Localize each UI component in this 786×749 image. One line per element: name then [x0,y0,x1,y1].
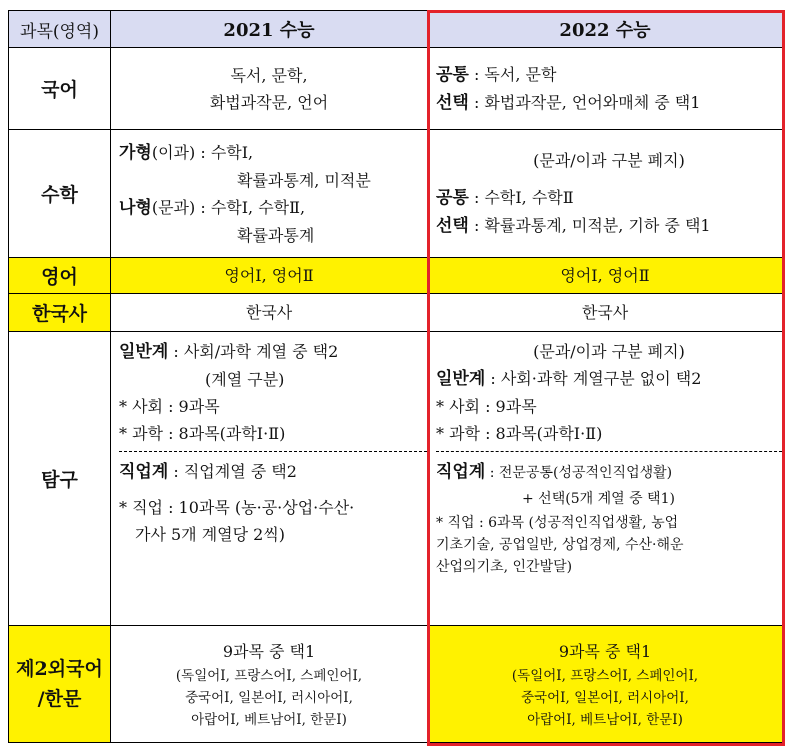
math-2021-na-2: 확률과통계 [237,225,315,245]
inquiry-2022-voc: 직업계 : 전문공통(성공적인직업생활) [436,462,673,482]
inquiry-2022-social: * 사회 : 9과목 [436,397,537,416]
foreign-2022-line1: 9과목 중 택1 [558,641,652,661]
foreign-2021 [111,626,428,743]
inquiry-2022-voc-detail3: 산업의기초, 인간발달) [436,559,573,575]
inquiry-2022-voc-detail2: 기초기술, 공업일반, 상업경제, 수산·해운 [436,537,684,553]
math-2022-note: (문과/이과 구분 폐지) [533,151,685,170]
foreign-2021-line2: (독일어Ⅰ, 프랑스어Ⅰ, 스페인어Ⅰ, [175,667,363,684]
foreign-2021-line4: 아랍어Ⅰ, 베트남어Ⅰ, 한문Ⅰ) [191,711,347,728]
korean-2021-line2: 화법과작문, 언어 [209,92,329,112]
inquiry-2022-science: * 과학 : 8과목(과학Ⅰ·Ⅱ) [436,424,603,443]
foreign-2022-line4: 아랍어Ⅰ, 베트남어Ⅰ, 한문Ⅰ) [527,711,683,728]
inquiry-2022-general: 일반계 : 사회·과학 계열구분 없이 택2 [436,369,702,389]
history-2021: 한국사 [111,294,428,332]
inquiry-2022-note: (문과/이과 구분 폐지) [533,342,685,361]
english-2022: 영어Ⅰ, 영어Ⅱ [428,258,783,294]
header-2021: 2021 수능 [111,11,428,48]
comparison-table [8,10,783,743]
korean-2021-line1: 독서, 문학, [230,65,308,85]
math-2021-ga: 가형(이과) : 수학Ⅰ, [119,142,254,163]
row-history [9,294,783,332]
math-2022-select: 선택 : 확률과통계, 미적분, 기하 중 택1 [436,216,711,236]
header-subject: 과목(영역) [9,11,111,48]
korean-2021 [111,48,428,130]
inquiry-2022 [428,332,783,626]
inquiry-2021-voc-detail2: 가사 5개 계열당 2씩) [135,525,286,544]
foreign-2022-line3: 중국어Ⅰ, 일본어Ⅰ, 러시아어Ⅰ, [521,689,689,706]
korean-2022-select: 선택 : 화법과작문, 언어와매체 중 택1 [436,92,701,113]
row-inquiry [9,332,783,626]
subject-english: 영어 [9,258,111,294]
inquiry-2021-voc-detail1: * 직업 : 10과목 (농·공·상업·수산· [119,498,355,517]
inquiry-2021 [111,332,428,626]
row-math [9,130,783,258]
inquiry-2022-voc-2: + 선택(5개 계열 중 택1) [522,491,675,507]
divider [436,451,782,452]
math-2021-na: 나형(문과) : 수학Ⅰ, 수학Ⅱ, [119,197,306,218]
english-2021: 영어Ⅰ, 영어Ⅱ [111,258,428,294]
korean-2022 [428,48,783,130]
subject-math: 수학 [9,130,111,258]
math-2021-ga-2: 확률과통계, 미적분 [237,170,371,190]
history-2022: 한국사 [428,294,783,332]
foreign-2022-line2: (독일어Ⅰ, 프랑스어Ⅰ, 스페인어Ⅰ, [511,667,699,684]
header-2022: 2022 수능 [428,11,783,48]
korean-2022-common: 공통 : 독서, 문학 [436,64,557,85]
divider [119,451,427,452]
subject-korean: 국어 [9,48,111,130]
math-2022 [428,130,783,258]
foreign-2022 [428,626,783,743]
row-foreign [9,626,783,743]
math-2022-common: 공통 : 수학Ⅰ, 수학Ⅱ [436,188,574,208]
inquiry-2021-science: * 과학 : 8과목(과학Ⅰ·Ⅱ) [119,424,286,443]
foreign-2021-line1: 9과목 중 택1 [222,641,316,661]
math-2021 [111,130,428,258]
inquiry-2021-voc: 직업계 : 직업계열 중 택2 [119,462,297,482]
inquiry-2021-general: 일반계 : 사회/과학 계열 중 택2 [119,342,339,362]
inquiry-2022-voc-detail1: * 직업 : 6과목 (성공적인직업생활, 농업 [436,515,679,531]
subject-foreign-1: 제2외국어 [16,658,103,680]
subject-inquiry: 탐구 [9,332,111,626]
subject-history: 한국사 [9,294,111,332]
subject-foreign [9,626,111,743]
inquiry-2021-social: * 사회 : 9과목 [119,397,220,416]
subject-foreign-2: /한문 [37,688,82,710]
row-english [9,258,783,294]
inquiry-2021-general-2: (계열 구분) [205,370,285,389]
header-row [9,11,783,48]
foreign-2021-line3: 중국어Ⅰ, 일본어Ⅰ, 러시아어Ⅰ, [185,689,353,706]
row-korean [9,48,783,130]
